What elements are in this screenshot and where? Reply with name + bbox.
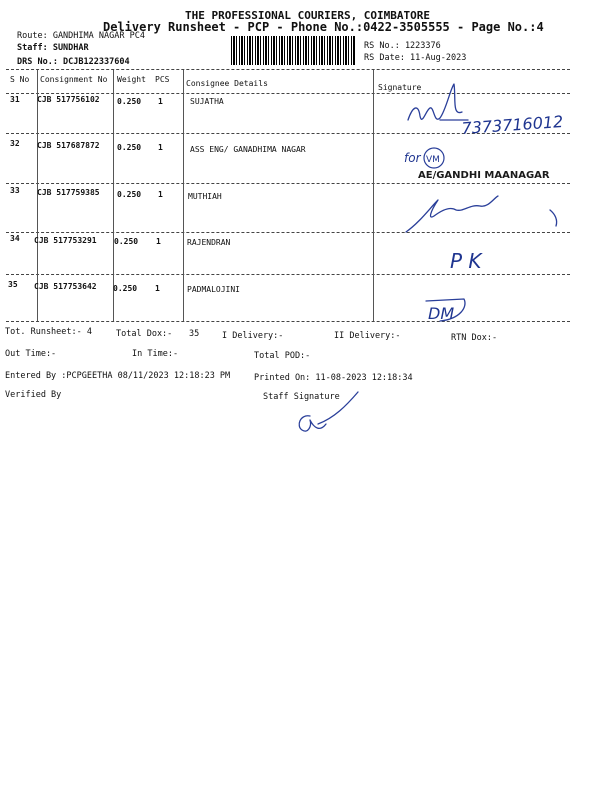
verified-by: Verified By (5, 390, 62, 400)
table-bottom-rule (6, 321, 570, 322)
row-consignee: RAJENDRAN (187, 238, 231, 247)
row-sno: 35 (8, 280, 18, 289)
entered-by: Entered By :PCPGEETHA 08/11/2023 12:18:23 PM (5, 371, 231, 381)
signature-initials: DM (428, 304, 455, 323)
col-divider (183, 70, 184, 321)
row-weight: 0.250 (117, 97, 142, 106)
signature-initials: P K (450, 249, 482, 273)
total-dox-value: 35 (189, 329, 200, 339)
signature-row-34 (446, 244, 506, 280)
row-pcs: 1 (158, 190, 163, 199)
route-label: Route: GANDHIMA NAGAR PC4 (17, 31, 145, 41)
barcode (231, 36, 355, 65)
row-sno: 34 (10, 234, 20, 243)
col-header-consignee: Consignee Details (186, 79, 268, 88)
col-header-signature: Signature (378, 83, 422, 92)
row-consignment: CJB 517753291 (34, 236, 97, 245)
staff-signature (290, 390, 370, 440)
out-time: Out Time:- (5, 349, 57, 359)
signature-row-31 (400, 80, 570, 142)
row-consignee: ASS ENG/ GANADHIMA NAGAR (190, 145, 306, 154)
row-divider (6, 183, 570, 184)
runsheet-title: Delivery Runsheet - PCP - Phone No.:0422-3505555 - Page No.:4 (103, 20, 544, 34)
row-consignee: SUJATHA (190, 97, 224, 106)
row-pcs: 1 (155, 284, 160, 293)
col-divider (373, 70, 374, 321)
col-header-sno: S No (10, 75, 30, 84)
row-weight: 0.250 (117, 190, 142, 199)
total-pod: Total POD:- (254, 351, 311, 361)
row-consignment: CJB 517753642 (34, 282, 97, 291)
row-sno: 31 (10, 95, 20, 104)
i-delivery: I Delivery:- (222, 331, 284, 341)
in-time: In Time:- (132, 349, 179, 359)
printed-on: Printed On: 11-08-2023 12:18:34 (254, 373, 413, 383)
row-sno: 33 (10, 186, 20, 195)
row-sno: 32 (10, 139, 20, 148)
signature-number: 7373716012 (460, 111, 564, 138)
row-consignment: CJB 517756102 (37, 95, 100, 104)
row-consignment: CJB 517759385 (37, 188, 100, 197)
ii-delivery: II Delivery:- (334, 331, 401, 341)
col-header-consignment: Consignment No (40, 75, 108, 84)
col-header-weight: Weight (117, 75, 146, 84)
row-pcs: 1 (156, 237, 161, 246)
rtn-dox: RTN Dox:- (451, 333, 498, 343)
row-consignee: MUTHIAH (188, 192, 222, 201)
staff-signature-label: Staff Signature (263, 392, 340, 402)
total-runsheet: Tot. Runsheet:- 4 (5, 327, 92, 337)
row-weight: 0.250 (117, 143, 142, 152)
signature-row-35 (420, 293, 480, 329)
company-name: THE PROFESSIONAL COURIERS, COIMBATORE (185, 9, 431, 22)
signature-row-33 (400, 186, 570, 238)
row-consignee: PADMALOJINI (187, 285, 240, 294)
total-dox-label: Total Dox:- (116, 329, 173, 339)
row-weight: 0.250 (114, 237, 139, 246)
signature-initials: VM (426, 155, 440, 165)
drs-number: DRS No.: DCJB122337604 (17, 57, 130, 67)
staff-label: Staff: SUNDHAR (17, 43, 89, 53)
row-weight: 0.250 (113, 284, 138, 293)
table-top-rule (6, 69, 570, 70)
rs-number: RS No.: 1223376 (364, 41, 441, 51)
office-stamp: AE/GANDHI MAANAGAR (418, 170, 550, 181)
row-pcs: 1 (158, 143, 163, 152)
signature-note: for (404, 151, 421, 165)
rs-date: RS Date: 11-Aug-2023 (364, 53, 467, 63)
col-header-pcs: PCS (155, 75, 170, 84)
row-pcs: 1 (158, 97, 163, 106)
row-consignment: CJB 517687872 (37, 141, 100, 150)
